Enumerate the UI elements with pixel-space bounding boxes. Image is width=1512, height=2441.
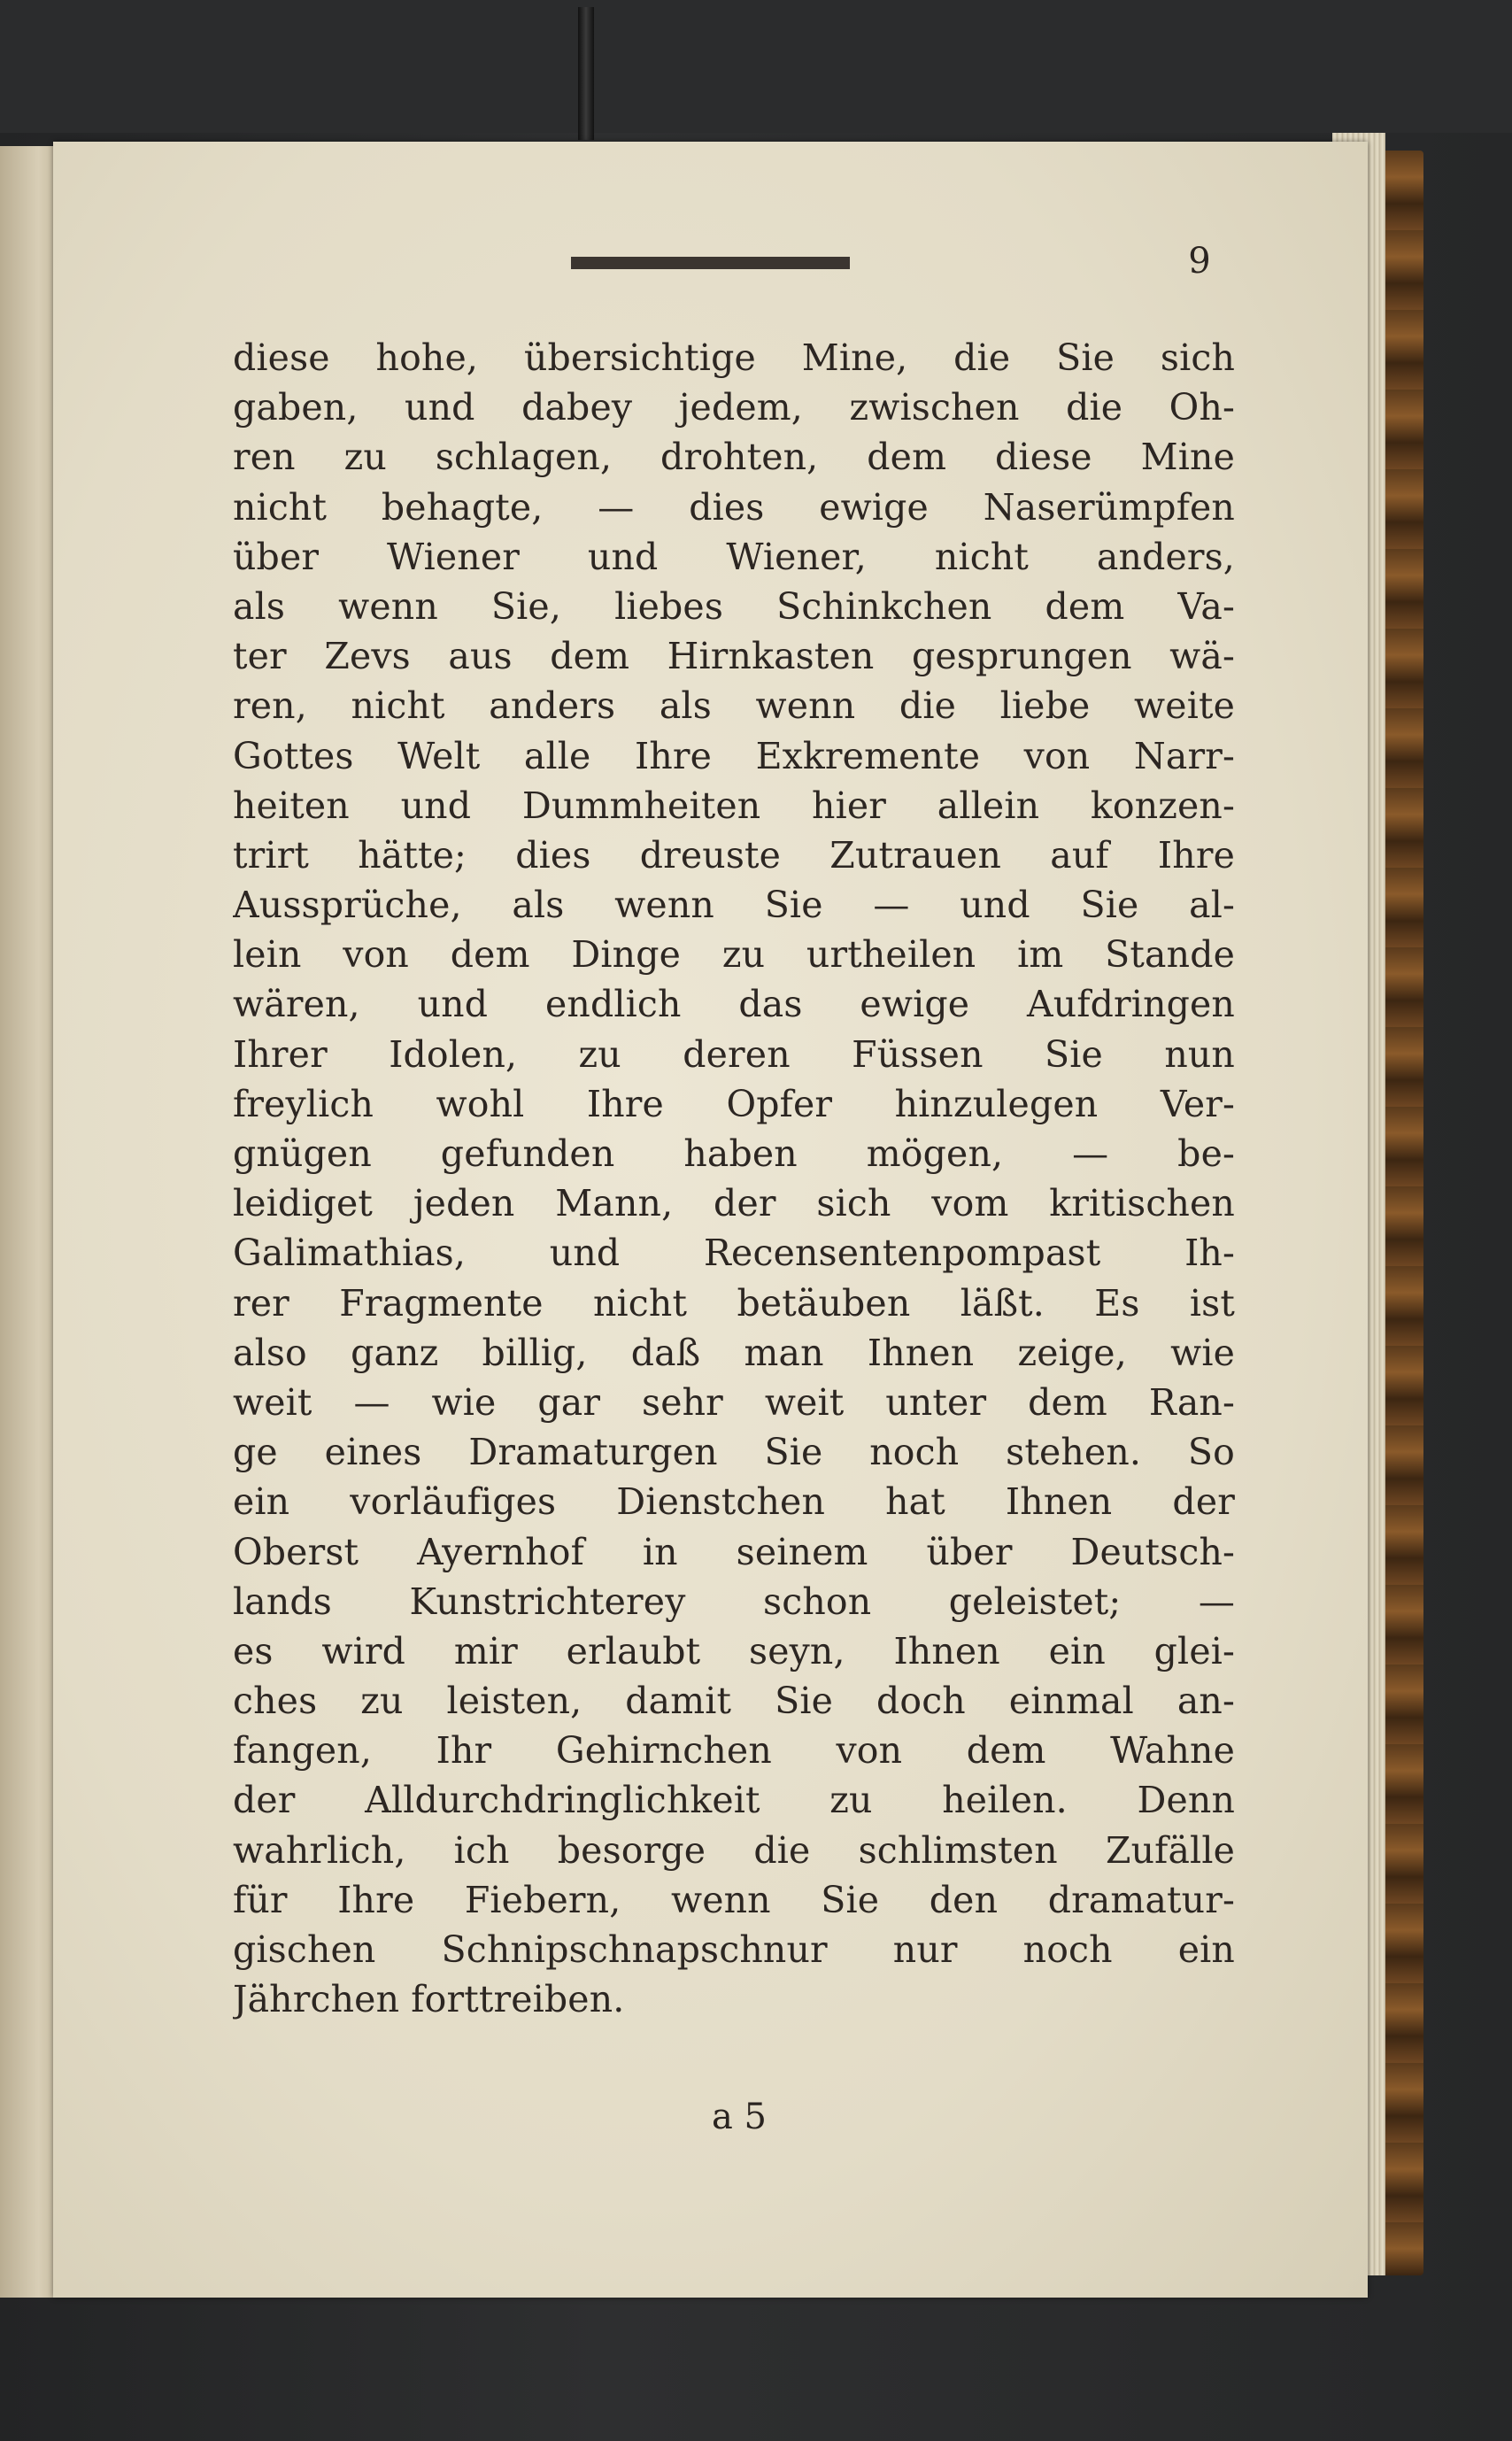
text-line: ren, nicht anders als wenn die liebe weite — [233, 684, 1235, 728]
text-line: ches zu leisten, damit Sie doch einmal an- — [233, 1680, 1235, 1723]
page-number: 9 — [1188, 241, 1211, 282]
text-line: es wird mir erlaubt seyn, Ihnen ein glei- — [233, 1629, 1235, 1672]
text-line: wahrlich, ich besorge die schlimsten Zufälle — [233, 1828, 1235, 1872]
text-line: ter Zevs aus dem Hirnkasten gesprungen wä- — [233, 635, 1235, 678]
text-line: lein von dem Dinge zu urtheilen im Stande — [233, 933, 1235, 977]
text-line: fangen, Ihr Gehirnchen von dem Wahne — [233, 1729, 1235, 1773]
text-line: heiten und Dummheiten hier allein konzen- — [233, 784, 1235, 827]
text-line: Oberst Ayernhof in seinem über Deutsch- — [233, 1530, 1235, 1573]
text-line: wären, und endlich das ewige Aufdringen — [233, 983, 1235, 1026]
header-rule — [571, 257, 850, 269]
text-line: über Wiener und Wiener, nicht anders, — [233, 535, 1235, 578]
text-line: also ganz billig, daß man Ihnen zeige, wie — [233, 1331, 1235, 1374]
book-page — [53, 142, 1368, 2298]
text-line: lands Kunstrichterey schon geleistet; — — [233, 1580, 1235, 1623]
text-line: leidiget jeden Mann, der sich vom kritischen — [233, 1182, 1235, 1225]
text-line: für Ihre Fiebern, wenn Sie den dramatur- — [233, 1878, 1235, 1921]
book-clamp — [578, 7, 594, 140]
text-line: ge eines Dramaturgen Sie noch stehen. So — [233, 1431, 1235, 1474]
body-text — [233, 333, 1235, 2236]
text-line: weit — wie gar sehr weit unter dem Ran- — [233, 1380, 1235, 1424]
text-line: Galimathias, und Recensentenpompast Ih- — [233, 1232, 1235, 1275]
text-line: Aussprüche, als wenn Sie — und Sie al- — [233, 884, 1235, 927]
text-line: ein vorläufiges Dienstchen hat Ihnen der — [233, 1480, 1235, 1524]
text-line: nicht behagte, — dies ewige Naserümpfen — [233, 485, 1235, 529]
text-line: trirt hätte; dies dreuste Zutrauen auf Ihre — [233, 833, 1235, 877]
text-line: gaben, und dabey jedem, zwischen die Oh- — [233, 386, 1235, 429]
text-line: gischen Schnipschnapschnur nur noch ein — [233, 1928, 1235, 1971]
text-line: ren zu schlagen, drohten, dem diese Mine — [233, 436, 1235, 479]
text-line: der Alldurchdringlichkeit zu heilen. Denn — [233, 1779, 1235, 1822]
text-line: als wenn Sie, liebes Schinkchen dem Va- — [233, 584, 1235, 628]
book-cover-edge — [1381, 151, 1423, 2275]
text-line: gnügen gefunden haben mögen, — be- — [233, 1132, 1235, 1175]
text-line: Gottes Welt alle Ihre Exkremente von Narr- — [233, 734, 1235, 777]
text-line: Jährchen forttreiben. — [233, 1978, 625, 2021]
scanner-bed — [0, 0, 1512, 133]
previous-page-edge — [0, 146, 57, 2298]
signature-mark: a 5 — [711, 2097, 767, 2137]
text-line: freylich wohl Ihre Opfer hinzulegen Ver- — [233, 1082, 1235, 1125]
text-line: Ihrer Idolen, zu deren Füssen Sie nun — [233, 1032, 1235, 1076]
text-line: rer Fragmente nicht betäuben läßt. Es ist — [233, 1281, 1235, 1325]
text-line: diese hohe, übersichtige Mine, die Sie sich — [233, 336, 1235, 379]
